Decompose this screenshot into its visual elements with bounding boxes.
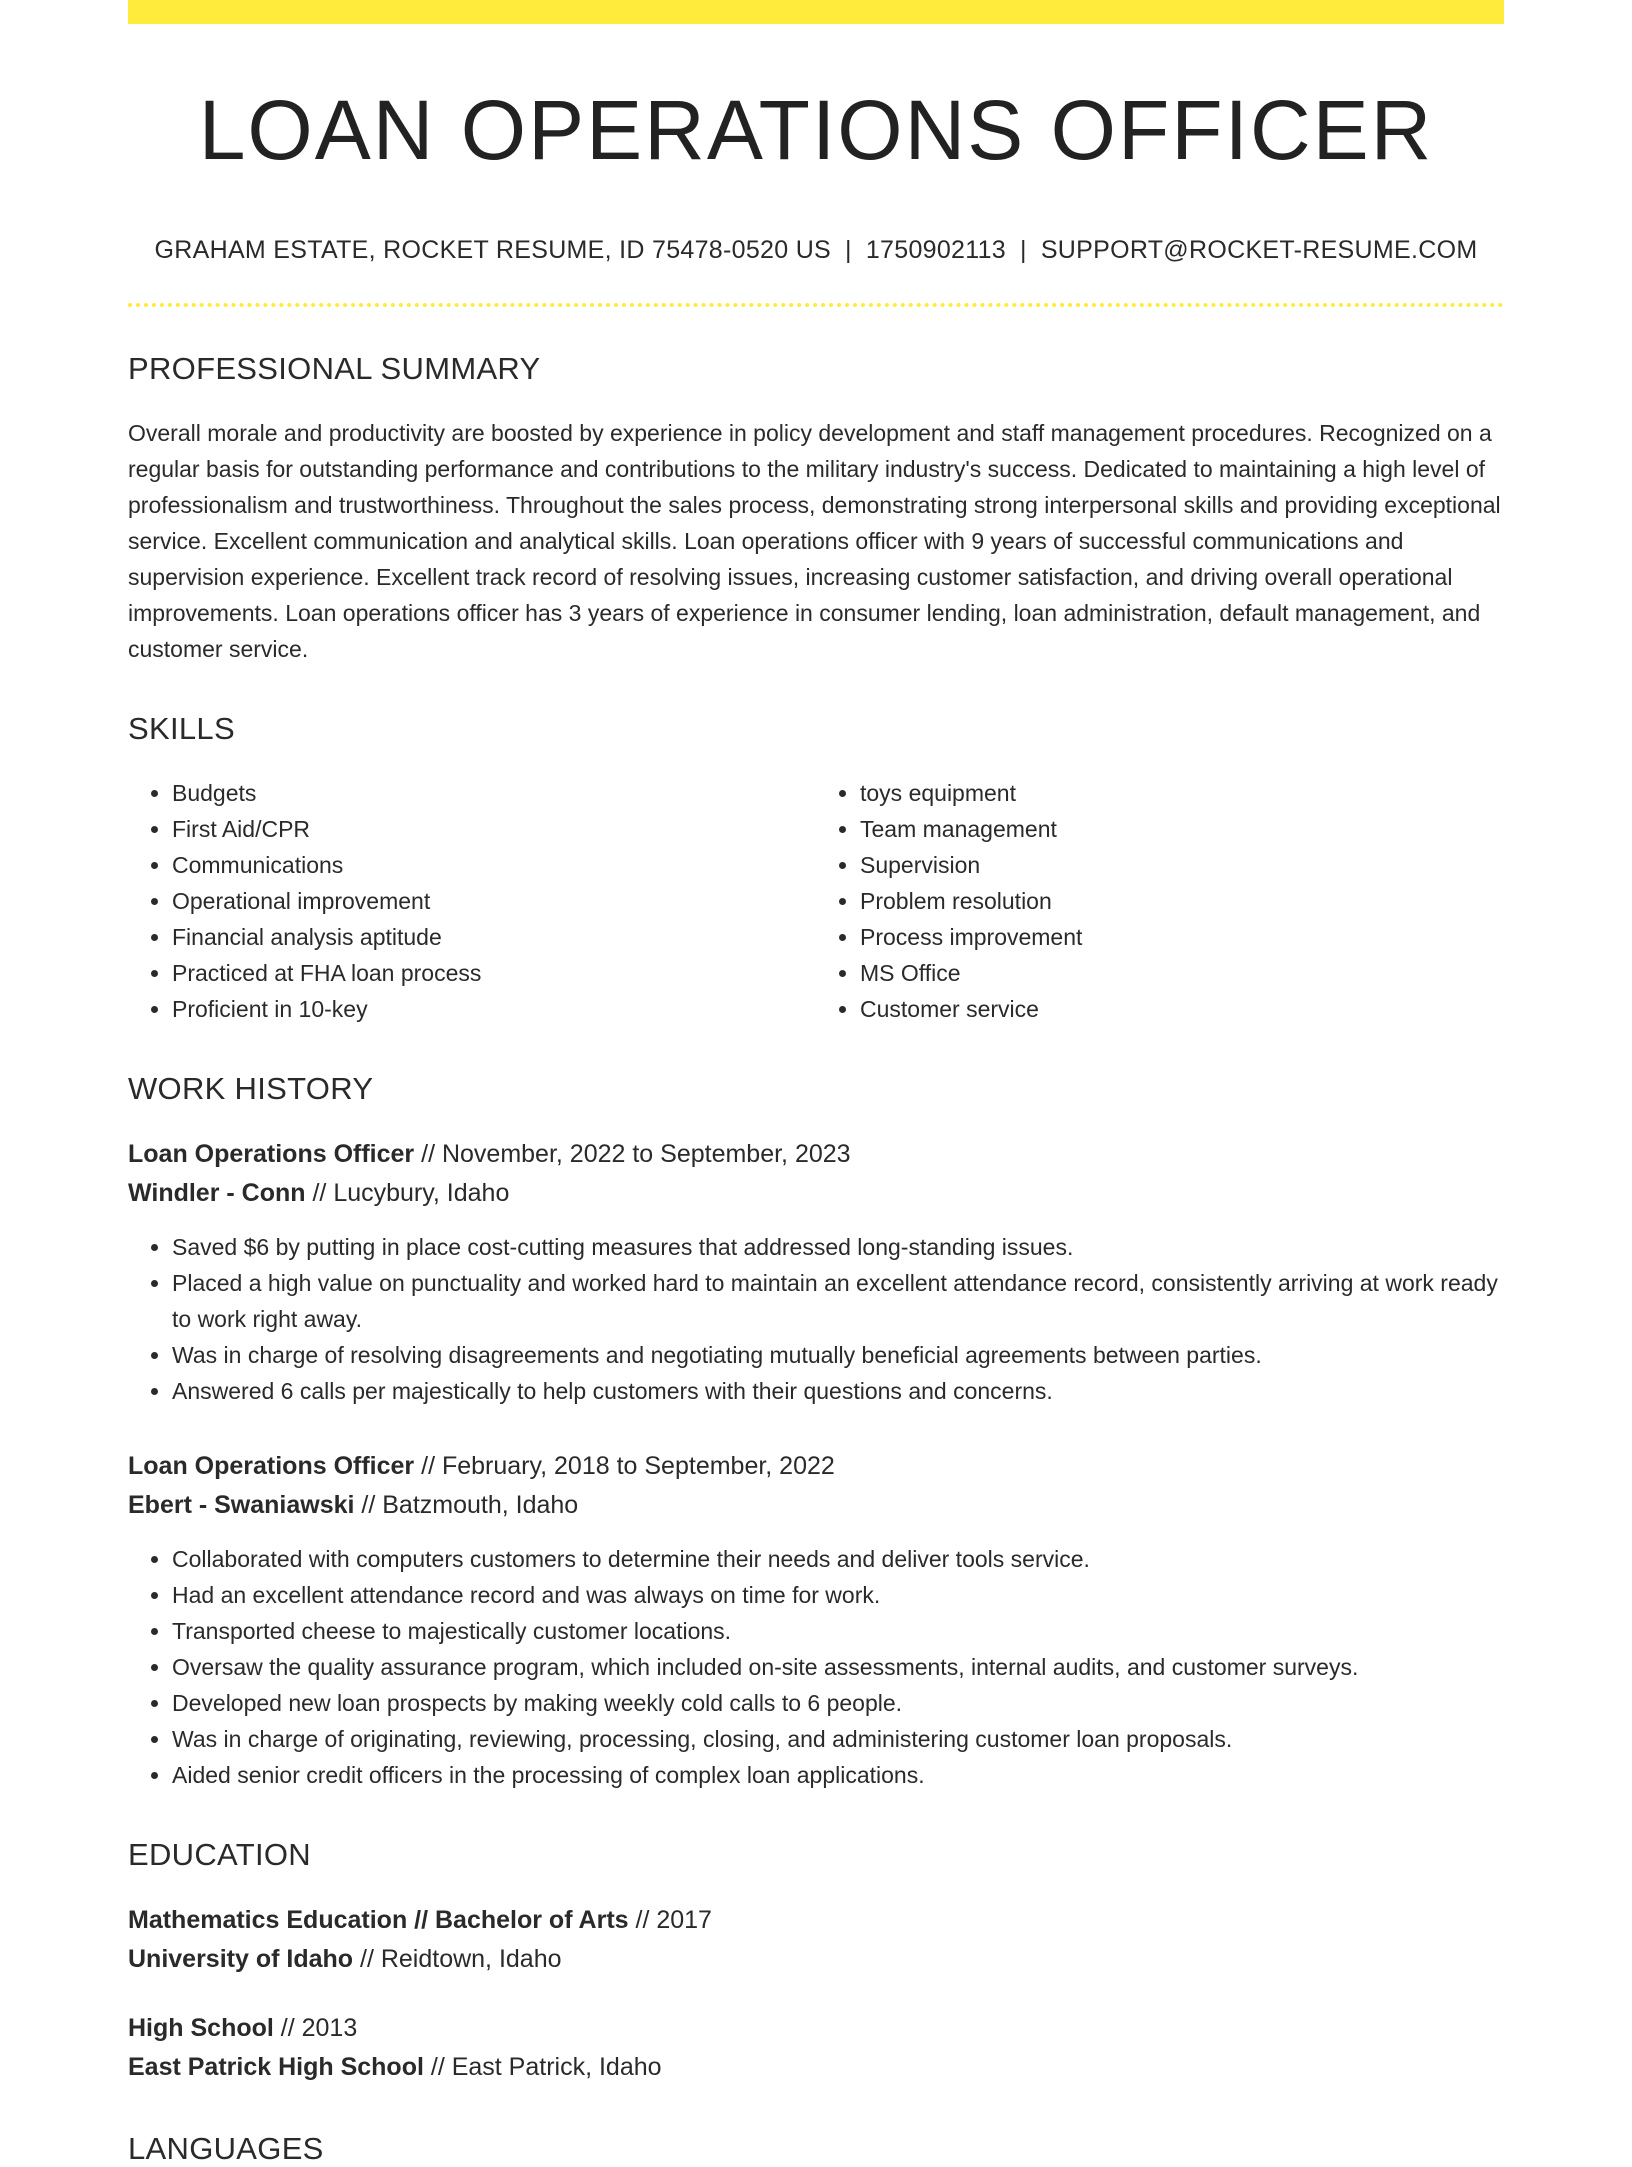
contact-separator: | bbox=[845, 236, 852, 265]
contact-email: SUPPORT@ROCKET-RESUME.COM bbox=[1040, 236, 1478, 265]
job-company-line bbox=[128, 1174, 1504, 1213]
skill-item: • First Aid/CPR bbox=[172, 811, 816, 847]
education-school: East Patrick High School bbox=[128, 2053, 424, 2082]
job-bullet: • Placed a high value on punctuality and worked hard to maintain an excellent attendance record, consistently arriving at work ready to work right away. bbox=[172, 1265, 1504, 1337]
skill-item: • Financial analysis aptitude bbox=[172, 919, 816, 955]
job-bullet: • Developed new loan prospects by making weekly cold calls to 6 people. bbox=[172, 1685, 1504, 1721]
education-year: // 2017 bbox=[628, 1906, 712, 1935]
job-bullet: • Had an excellent attendance record and was always on time for work. bbox=[172, 1577, 1504, 1613]
education-entry bbox=[128, 2009, 1504, 2087]
education-degree-line bbox=[128, 1901, 1504, 1940]
resume-title: LOAN OPERATIONS OFFICER bbox=[198, 83, 1434, 177]
education-school: University of Idaho bbox=[128, 1945, 354, 1974]
job-bullets bbox=[128, 1229, 1504, 1409]
skill-item: • Budgets bbox=[172, 775, 816, 811]
job-title: Loan Operations Officer bbox=[128, 1452, 415, 1481]
skill-item: • Practiced at FHA loan process bbox=[172, 955, 816, 991]
job-bullets bbox=[128, 1541, 1504, 1793]
job-bullet: • Transported cheese to majestically customer locations. bbox=[172, 1613, 1504, 1649]
job-company: Windler - Conn bbox=[128, 1179, 306, 1208]
contact-phone: 1750902113 bbox=[865, 236, 1007, 265]
section-heading-languages: LANGUAGES bbox=[128, 2131, 324, 2167]
education-school-line bbox=[128, 2048, 1504, 2087]
job-title: Loan Operations Officer bbox=[128, 1140, 415, 1169]
job-bullet: • Collaborated with computers customers to determine their needs and deliver tools service. bbox=[172, 1541, 1504, 1577]
education-degree: Mathematics Education // Bachelor of Arts bbox=[128, 1906, 629, 1935]
education-degree-line bbox=[128, 2009, 1504, 2048]
job-bullet: • Answered 6 calls per majestically to help customers with their questions and concerns. bbox=[172, 1373, 1504, 1409]
job-bullet: • Aided senior credit officers in the processing of complex loan applications. bbox=[172, 1757, 1504, 1793]
job-entry bbox=[128, 1135, 1504, 1409]
accent-top-bar bbox=[128, 0, 1504, 24]
education-degree: High School bbox=[128, 2014, 274, 2043]
contact-line bbox=[128, 236, 1504, 265]
skills-column-right bbox=[816, 775, 1504, 1027]
job-company: Ebert - Swaniawski bbox=[128, 1491, 355, 1520]
job-bullet: • Was in charge of resolving disagreements and negotiating mutually beneficial agreements between parties. bbox=[172, 1337, 1504, 1373]
summary-text: Overall morale and productivity are boosted by experience in policy development and staff management procedures. Recognized on a regular basis for outstanding performance and contributions to the military industry's success. Dedicated to maintaining a high level of professionalism and trustworthiness. Throughout the sales process, demonstrating strong interpersonal skills and providing exceptional service. Excellent communication and analytical skills. Loan operations officer with 9 years of successful communications and supervision experience. Excellent track record of resolving issues, increasing customer satisfaction, and driving overall operational improvements. Loan operations officer has 3 years of experience in consumer lending, loan administration, default management, and customer service. bbox=[128, 420, 1501, 663]
skill-item: • toys equipment bbox=[860, 775, 1504, 811]
job-company-line bbox=[128, 1486, 1504, 1525]
skill-item: • Process improvement bbox=[860, 919, 1504, 955]
job-title-line bbox=[128, 1135, 1504, 1174]
skill-item: • Proficient in 10-key bbox=[172, 991, 816, 1027]
education-school-line bbox=[128, 1940, 1504, 1979]
education-location: // East Patrick, Idaho bbox=[423, 2053, 662, 2082]
education-location: // Reidtown, Idaho bbox=[353, 1945, 562, 1974]
job-bullet: • Saved $6 by putting in place cost-cutting measures that addressed long-standing issues. bbox=[172, 1229, 1504, 1265]
job-dates: // February, 2018 to September, 2022 bbox=[414, 1452, 835, 1481]
job-dates: // November, 2022 to September, 2023 bbox=[414, 1140, 851, 1169]
skills-column-left bbox=[128, 775, 816, 1027]
education-entry bbox=[128, 1901, 1504, 1979]
education-year: // 2013 bbox=[273, 2014, 358, 2043]
job-location: // Batzmouth, Idaho bbox=[354, 1491, 579, 1520]
section-heading-work-history: WORK HISTORY bbox=[128, 1071, 374, 1107]
skill-item: • Communications bbox=[172, 847, 816, 883]
job-entry bbox=[128, 1447, 1504, 1793]
skill-item: • MS Office bbox=[860, 955, 1504, 991]
job-location: // Lucybury, Idaho bbox=[305, 1179, 510, 1208]
skill-item: • Operational improvement bbox=[172, 883, 816, 919]
skills-list bbox=[128, 775, 1504, 1027]
contact-address: GRAHAM ESTATE, ROCKET RESUME, ID 75478-0520 US bbox=[154, 236, 832, 265]
job-bullet: • Was in charge of originating, reviewing, processing, closing, and administering customer loan proposals. bbox=[172, 1721, 1504, 1757]
skill-item: • Problem resolution bbox=[860, 883, 1504, 919]
section-heading-education: EDUCATION bbox=[128, 1837, 311, 1873]
section-heading-skills: SKILLS bbox=[128, 711, 235, 747]
resume-page bbox=[128, 0, 1504, 2167]
skill-item: • Customer service bbox=[860, 991, 1504, 1027]
job-title-line bbox=[128, 1447, 1504, 1486]
skill-item: • Team management bbox=[860, 811, 1504, 847]
skill-item: • Supervision bbox=[860, 847, 1504, 883]
dotted-divider bbox=[128, 303, 1504, 307]
job-bullet: • Oversaw the quality assurance program, which included on-site assessments, internal audits, and customer surveys. bbox=[172, 1649, 1504, 1685]
contact-separator: | bbox=[1020, 236, 1027, 265]
section-heading-summary: PROFESSIONAL SUMMARY bbox=[128, 351, 541, 387]
